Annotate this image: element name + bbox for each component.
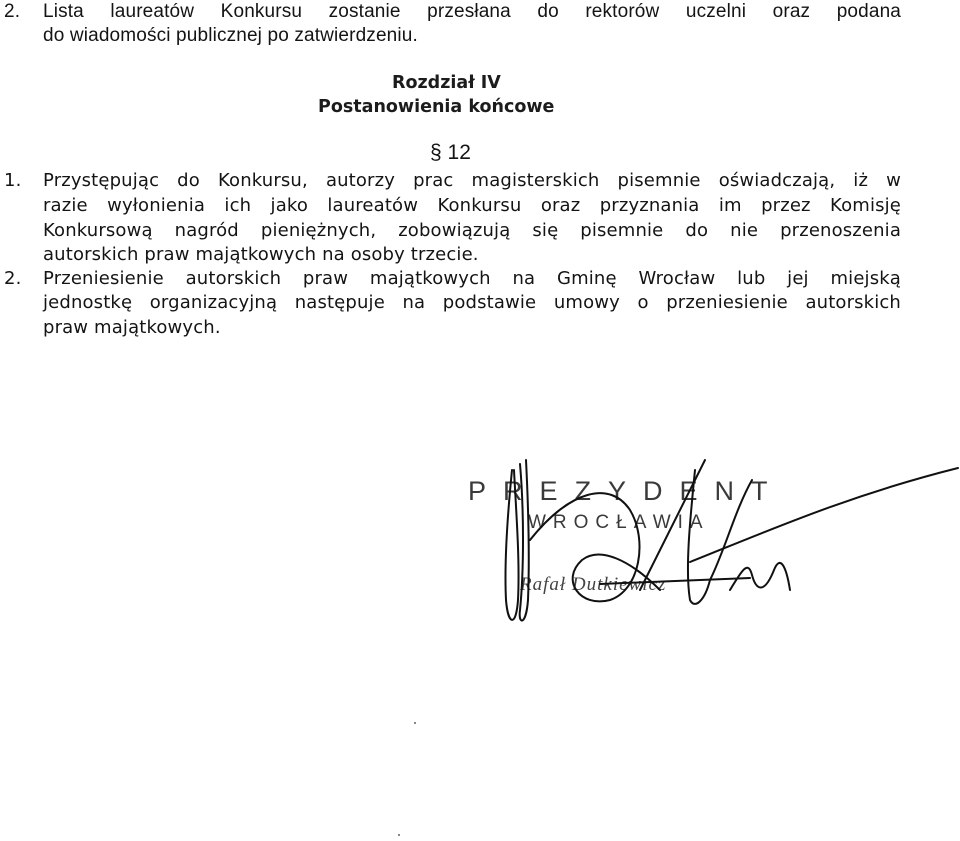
stamp-title: PREZYDENT [468, 476, 785, 506]
paragraph-line: razie wyłonienia ich jako laureatów Konkursu oraz przyznania im przez Komisję [43, 195, 901, 216]
paragraph-line: Konkursową nagród pieniężnych, zobowiązują się pisemnie do nie przenoszenia [43, 220, 901, 241]
section-mark: § 12 [430, 141, 471, 164]
item-number: 2. [4, 268, 22, 289]
paragraph-line: Lista laureatów Konkursu zostanie przesłana do rektorów uczelni oraz podana [43, 1, 901, 22]
scan-speck [414, 722, 416, 724]
paragraph-line: praw majątkowych. [43, 317, 221, 338]
stamp-name: Rafał Dutkiewicz [520, 574, 667, 595]
paragraph-line: Przystępując do Konkursu, autorzy prac magisterskich pisemnie oświadczają, iż w [43, 170, 901, 191]
item-number: 2. [4, 1, 21, 22]
chapter-subtitle: Postanowienia końcowe [318, 97, 555, 117]
item-number: 1. [4, 170, 22, 191]
stamp-city: WROCŁAWIA [528, 512, 710, 533]
paragraph-line: do wiadomości publicznej po zatwierdzeniu. [43, 25, 418, 46]
handwritten-signature [490, 450, 960, 640]
chapter-title: Rozdział IV [392, 73, 501, 93]
paragraph-line: jednostkę organizacyjną następuje na podstawie umowy o przeniesienie autorskich [43, 292, 901, 313]
paragraph-line: autorskich praw majątkowych na osoby trzecie. [43, 244, 479, 265]
paragraph-line: Przeniesienie autorskich praw majątkowych na Gminę Wrocław lub jej miejską [43, 268, 901, 289]
scan-speck [398, 834, 400, 836]
